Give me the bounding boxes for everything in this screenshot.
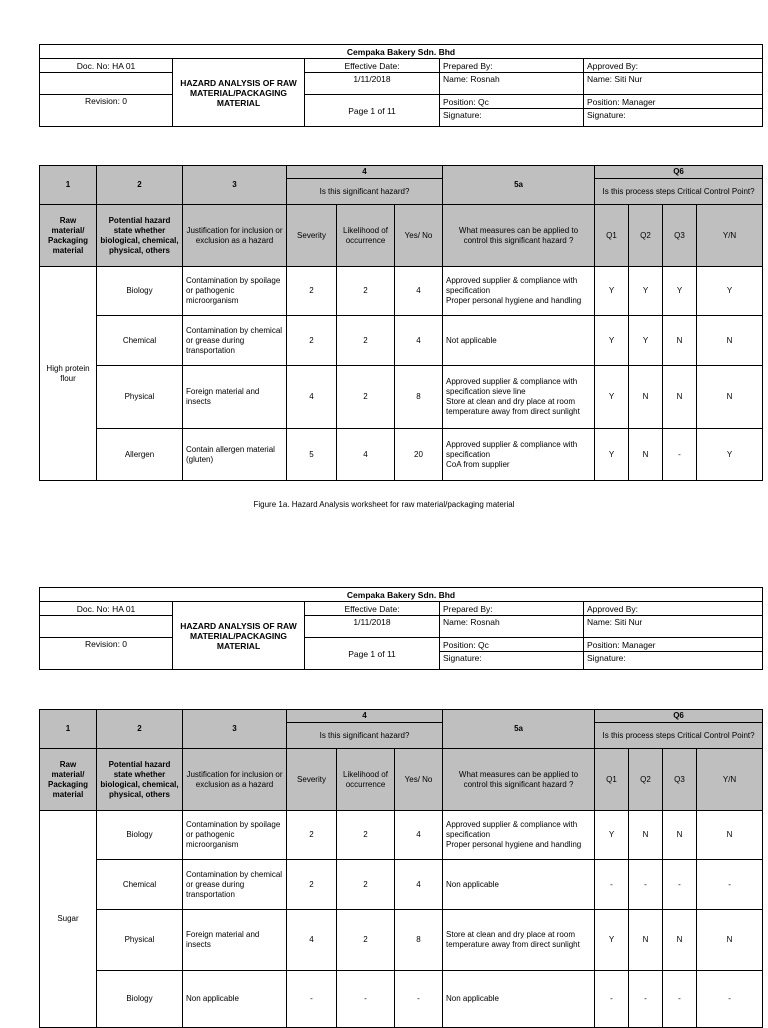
prepared-by-name: Name: Rosnah: [440, 616, 584, 638]
q2-cell: N: [629, 366, 663, 429]
q3-header: Q3: [663, 749, 697, 811]
potential-hazard-header: Potential hazard state whether biological, chemical, physical, others: [97, 749, 183, 811]
hazard-type: Biology: [97, 267, 183, 316]
hazard-type: Biology: [97, 811, 183, 860]
justification-cell: Non applicable: [183, 971, 287, 1028]
effective-date: 1/11/2018: [305, 616, 440, 638]
effective-date-label: Effective Date:: [305, 59, 440, 73]
q1-cell: -: [595, 971, 629, 1028]
hazard-type: Chemical: [97, 860, 183, 910]
document-header-1: [39, 44, 763, 127]
approved-by-label: Approved By:: [584, 59, 763, 73]
likelihood-cell: 2: [337, 910, 395, 971]
yes-no-header: Yes/ No: [395, 205, 443, 267]
col-1-number: 1: [40, 166, 97, 205]
yes-no-cell: 4: [395, 267, 443, 316]
table-row: [40, 267, 763, 316]
q2-cell: Y: [629, 267, 663, 316]
document-header-2: [39, 587, 763, 670]
yes-no-cell: 20: [395, 429, 443, 481]
q3-cell: N: [663, 366, 697, 429]
q3-cell: -: [663, 429, 697, 481]
table-row: [40, 429, 763, 481]
severity-cell: 2: [287, 316, 337, 366]
q3-cell: N: [663, 316, 697, 366]
col-4-number: 4: [287, 710, 443, 723]
q3-cell: -: [663, 860, 697, 910]
col-3-number: 3: [183, 166, 287, 205]
justification-cell: Contamination by chemical or grease during transportation: [183, 860, 287, 910]
prepared-by-name: Name: Rosnah: [440, 73, 584, 95]
severity-cell: 5: [287, 429, 337, 481]
q1-cell: Y: [595, 267, 629, 316]
col-3-number: 3: [183, 710, 287, 749]
col-2-number: 2: [97, 710, 183, 749]
q3-header: Q3: [663, 205, 697, 267]
prepared-by-label: Prepared By:: [440, 59, 584, 73]
prepared-by-position: Position: Qc: [440, 638, 584, 652]
approved-by-position: Position: Manager: [584, 95, 763, 109]
measures-cell: Approved supplier & compliance with specification sieve line Store at clean and dry place at room temperature away from direct sunlight: [443, 366, 595, 429]
yn-cell: N: [697, 910, 763, 971]
col-2-number: 2: [97, 166, 183, 205]
q3-cell: Y: [663, 267, 697, 316]
material-cell: High protein flour: [40, 267, 97, 481]
header-blank: [40, 73, 173, 95]
ccp-header: Is this process steps Critical Control Point?: [595, 179, 763, 205]
yn-cell: Y: [697, 267, 763, 316]
header-blank: [40, 616, 173, 638]
severity-cell: 2: [287, 811, 337, 860]
col-1-number: 1: [40, 710, 97, 749]
q1-cell: Y: [595, 910, 629, 971]
col-q6-label: Q6: [595, 166, 763, 179]
doc-no: Doc. No: HA 01: [40, 59, 173, 73]
yn-cell: -: [697, 860, 763, 910]
approved-by-position: Position: Manager: [584, 638, 763, 652]
q2-cell: -: [629, 860, 663, 910]
q1-header: Q1: [595, 749, 629, 811]
figure-caption: Figure 1a. Hazard Analysis worksheet for raw material/packaging material: [253, 500, 515, 509]
severity-cell: -: [287, 971, 337, 1028]
justification-cell: Contamination by spoilage or pathogenic microorganism: [183, 811, 287, 860]
doc-no: Doc. No: HA 01: [40, 602, 173, 616]
table-row: [40, 971, 763, 1028]
measures-cell: Non applicable: [443, 971, 595, 1028]
table-row: [40, 910, 763, 971]
company-name: Cempaka Bakery Sdn. Bhd: [40, 45, 763, 59]
yn-cell: -: [697, 971, 763, 1028]
measures-cell: Approved supplier & compliance with specification Proper personal hygiene and handling: [443, 267, 595, 316]
justification-cell: Foreign material and insects: [183, 366, 287, 429]
table-row: [40, 811, 763, 860]
yes-no-cell: 4: [395, 811, 443, 860]
raw-material-header: Raw material/ Packaging material: [40, 749, 97, 811]
col-5a-number: 5a: [443, 166, 595, 205]
likelihood-cell: 4: [337, 429, 395, 481]
revision: Revision: 0: [40, 95, 173, 127]
q2-header: Q2: [629, 749, 663, 811]
yn-cell: N: [697, 811, 763, 860]
table-row: [40, 860, 763, 910]
yes-no-cell: -: [395, 971, 443, 1028]
prepared-by-label: Prepared By:: [440, 602, 584, 616]
prepared-by-position: Position: Qc: [440, 95, 584, 109]
effective-date: 1/11/2018: [305, 73, 440, 95]
yes-no-cell: 4: [395, 860, 443, 910]
page-number: Page 1 of 11: [305, 638, 440, 670]
q2-cell: -: [629, 971, 663, 1028]
prepared-by-signature: Signature:: [440, 109, 584, 127]
hazard-type: Physical: [97, 366, 183, 429]
approved-by-signature: Signature:: [584, 109, 763, 127]
document-title: HAZARD ANALYSIS OF RAW MATERIAL/PACKAGING MATERIAL: [173, 602, 305, 670]
justification-cell: Contamination by spoilage or pathogenic microorganism: [183, 267, 287, 316]
q1-header: Q1: [595, 205, 629, 267]
col-4-number: 4: [287, 166, 443, 179]
justification-header: Justification for inclusion or exclusion as a hazard: [183, 749, 287, 811]
hazard-analysis-table-2: [39, 709, 763, 1028]
revision: Revision: 0: [40, 638, 173, 670]
yn-cell: Y: [697, 429, 763, 481]
likelihood-header: Likelihood of occurrence: [337, 749, 395, 811]
q1-cell: Y: [595, 811, 629, 860]
yn-cell: N: [697, 366, 763, 429]
company-name: Cempaka Bakery Sdn. Bhd: [40, 588, 763, 602]
approved-by-signature: Signature:: [584, 652, 763, 670]
measures-header: What measures can be applied to control this significant hazard ?: [443, 205, 595, 267]
likelihood-header: Likelihood of occurrence: [337, 205, 395, 267]
ccp-header: Is this process steps Critical Control Point?: [595, 723, 763, 749]
hazard-type: Allergen: [97, 429, 183, 481]
likelihood-cell: 2: [337, 267, 395, 316]
measures-cell: Approved supplier & compliance with specification Proper personal hygiene and handling: [443, 811, 595, 860]
yn-cell: N: [697, 316, 763, 366]
severity-cell: 4: [287, 366, 337, 429]
col-5a-number: 5a: [443, 710, 595, 749]
hazard-type: Biology: [97, 971, 183, 1028]
yes-no-cell: 8: [395, 910, 443, 971]
document-title: HAZARD ANALYSIS OF RAW MATERIAL/PACKAGING MATERIAL: [173, 59, 305, 127]
q3-cell: N: [663, 910, 697, 971]
likelihood-cell: 2: [337, 811, 395, 860]
measures-cell: Not applicable: [443, 316, 595, 366]
q2-cell: Y: [629, 316, 663, 366]
q1-cell: Y: [595, 429, 629, 481]
effective-date-label: Effective Date:: [305, 602, 440, 616]
justification-cell: Foreign material and insects: [183, 910, 287, 971]
likelihood-cell: 2: [337, 860, 395, 910]
likelihood-cell: 2: [337, 366, 395, 429]
yes-no-cell: 4: [395, 316, 443, 366]
severity-header: Severity: [287, 749, 337, 811]
q2-cell: N: [629, 429, 663, 481]
measures-header: What measures can be applied to control this significant hazard ?: [443, 749, 595, 811]
measures-cell: Non applicable: [443, 860, 595, 910]
material-cell: Sugar: [40, 811, 97, 1028]
approved-by-label: Approved By:: [584, 602, 763, 616]
yn-header: Y/N: [697, 205, 763, 267]
prepared-by-signature: Signature:: [440, 652, 584, 670]
q1-cell: Y: [595, 366, 629, 429]
likelihood-cell: 2: [337, 316, 395, 366]
approved-by-name: Name: Siti Nur: [584, 616, 763, 638]
hazard-type: Chemical: [97, 316, 183, 366]
severity-cell: 4: [287, 910, 337, 971]
table-row: [40, 366, 763, 429]
page-number: Page 1 of 11: [305, 95, 440, 127]
measures-cell: Store at clean and dry place at room temperature away from direct sunlight: [443, 910, 595, 971]
q2-cell: N: [629, 910, 663, 971]
q1-cell: -: [595, 860, 629, 910]
raw-material-header: Raw material/ Packaging material: [40, 205, 97, 267]
yes-no-cell: 8: [395, 366, 443, 429]
likelihood-cell: -: [337, 971, 395, 1028]
potential-hazard-header: Potential hazard state whether biological, chemical, physical, others: [97, 205, 183, 267]
severity-cell: 2: [287, 267, 337, 316]
significant-hazard-header: Is this significant hazard?: [287, 723, 443, 749]
measures-cell: Approved supplier & compliance with specification CoA from supplier: [443, 429, 595, 481]
hazard-type: Physical: [97, 910, 183, 971]
q2-cell: N: [629, 811, 663, 860]
q3-cell: N: [663, 811, 697, 860]
yn-header: Y/N: [697, 749, 763, 811]
significant-hazard-header: Is this significant hazard?: [287, 179, 443, 205]
justification-header: Justification for inclusion or exclusion as a hazard: [183, 205, 287, 267]
justification-cell: Contain allergen material (gluten): [183, 429, 287, 481]
q1-cell: Y: [595, 316, 629, 366]
table-row: [40, 316, 763, 366]
q3-cell: -: [663, 971, 697, 1028]
approved-by-name: Name: Siti Nur: [584, 73, 763, 95]
justification-cell: Contamination by chemical or grease during transportation: [183, 316, 287, 366]
q2-header: Q2: [629, 205, 663, 267]
severity-cell: 2: [287, 860, 337, 910]
hazard-analysis-table-1: [39, 165, 763, 481]
col-q6-label: Q6: [595, 710, 763, 723]
severity-header: Severity: [287, 205, 337, 267]
yes-no-header: Yes/ No: [395, 749, 443, 811]
